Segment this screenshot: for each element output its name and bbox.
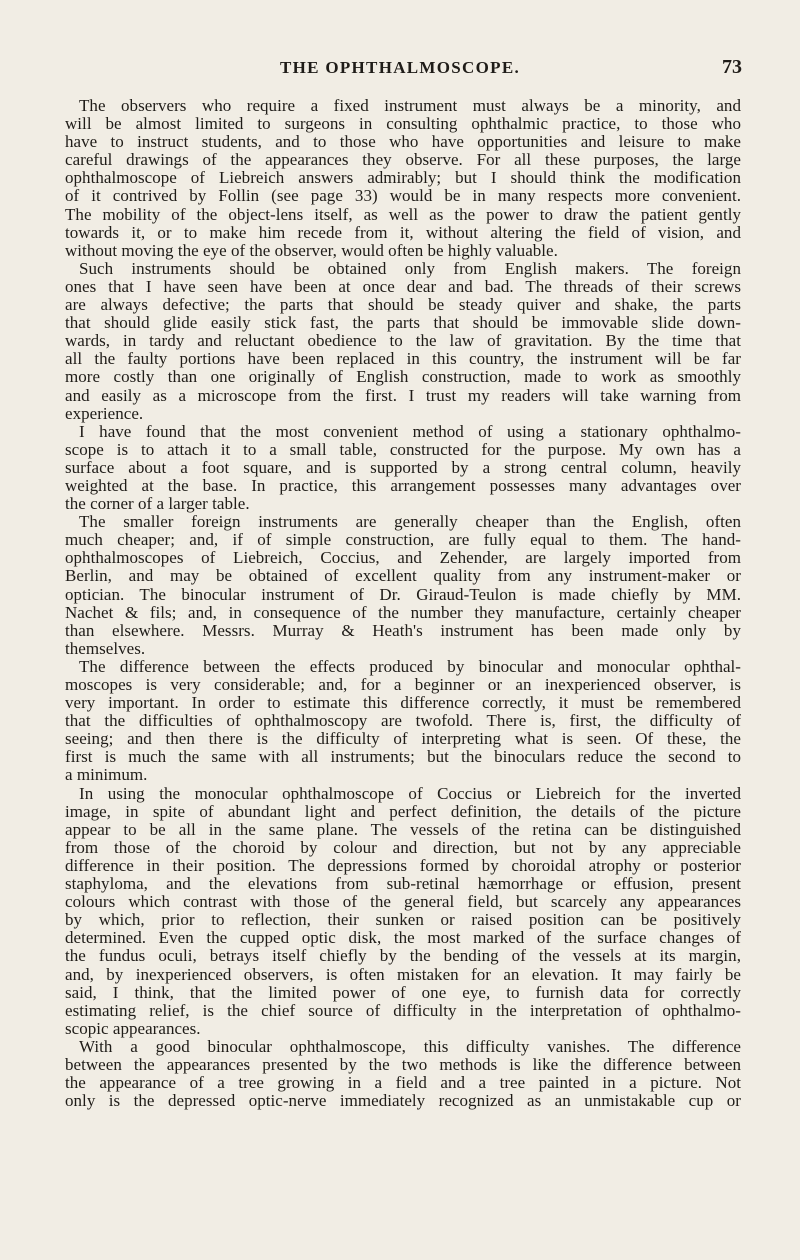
text-line: The smaller foreign instruments are generally cheaper than the English, often <box>79 513 741 532</box>
text-line: wards, in tardy and reluctant obedience to the law of gravitation. By the time that <box>65 332 741 351</box>
text-line: the appearance of a tree growing in a field and a tree painted in a picture. Not <box>65 1074 741 1093</box>
text-line: estimating relief, is the chief source of difficulty in the interpretation of ophthalmo- <box>65 1001 741 1020</box>
text-line: ones that I have seen have been at once dear and bad. The threads of their screws <box>65 277 741 296</box>
text-line: more costly than one originally of English construction, made to work as smoothly <box>65 368 741 387</box>
text-line: and easily as a microscope from the first. I trust my readers will take warning from <box>65 386 741 405</box>
text-line: without moving the eye of the observer, would often be highly valuable. <box>65 241 558 260</box>
text-line: than elsewhere. Messrs. Murray & Heath's instrument has been made only by <box>65 621 741 640</box>
text-line: surface about a foot square, and is supported by a strong central column, heavily <box>65 458 741 477</box>
text-line: colours which contrast with those of the general field, but scarcely any appearances <box>65 893 741 912</box>
text-line: that the difficulties of ophthalmoscopy are twofold. There is, first, the difficulty of <box>65 712 741 731</box>
text-line: staphyloma, and the elevations from sub-retinal hæmorrhage or effusion, present <box>65 875 741 894</box>
page-title: THE OPHTHALMOSCOPE. <box>279 58 521 77</box>
text-line: optician. The binocular instrument of Dr. Giraud-Teulon is made chiefly by MM. <box>65 585 741 604</box>
text-line: the corner of a larger table. <box>65 495 250 514</box>
text-line: a minimum. <box>65 766 148 785</box>
text-line: towards it, or to make him recede from it, without altering the field of vision, and <box>65 223 741 242</box>
text-line: are always defective; the parts that should be steady quiver and shake, the parts <box>65 296 741 315</box>
text-line: said, I think, that the limited power of one eye, to furnish data for correctly <box>65 983 741 1002</box>
text-line: appear to be all in the same plane. The vessels of the retina can be distinguished <box>65 820 741 839</box>
text-line: Nachet & fils; and, in consequence of the number they manufacture, certainly cheaper <box>65 603 741 622</box>
text-line: first is much the same with all instruments; but the binoculars reduce the second to <box>65 748 741 767</box>
text-line: only is the depressed optic-nerve immediately recognized as an unmistakable cup or <box>65 1092 741 1111</box>
text-line: scopic appearances. <box>65 1019 201 1038</box>
text-line: very important. In order to estimate this difference correctly, it must be remembered <box>65 694 741 713</box>
text-line: themselves. <box>65 639 146 658</box>
text-line: Such instruments should be obtained only from English makers. The foreign <box>79 259 741 278</box>
text-line: seeing; and then there is the difficulty of interpreting what is seen. Of these, the <box>65 730 741 749</box>
text-line: and, by inexperienced observers, is often mistaken for an elevation. It may fairly be <box>65 965 741 984</box>
text-line: all the faulty portions have been replaced in this country, the instrument will be far <box>65 350 741 369</box>
text-line: image, in spite of abundant light and perfect definition, the details of the picture <box>65 802 741 821</box>
body-text <box>65 97 741 1110</box>
text-line: The difference between the effects produced by binocular and monocular ophthal- <box>79 657 741 676</box>
text-line: between the appearances presented by the two methods is like the difference between <box>65 1055 741 1074</box>
text-line: will be almost limited to surgeons in consulting ophthalmic practice, to those who <box>65 115 741 134</box>
text-line: careful drawings of the appearances they observe. For all these purposes, the large <box>65 151 741 170</box>
text-line: by which, prior to reflection, their sunken or raised position can be positively <box>65 911 741 930</box>
text-line: moscopes is very considerable; and, for a beginner or an inexperienced observer, is <box>65 676 741 694</box>
text-line: much cheaper; and, if of simple construction, are fully equal to them. The hand- <box>65 531 741 550</box>
text-line: that should glide easily stick fast, the parts that should be immovable slide down- <box>65 314 741 333</box>
text-line: With a good binocular ophthalmoscope, this difficulty vanishes. The difference <box>79 1037 741 1056</box>
text-line: of it contrived by Follin (see page 33) would be in many respects more convenient. <box>65 187 741 206</box>
text-line: ophthalmoscope of Liebreich answers admirably; but I should think the modification <box>65 169 741 188</box>
text-line: have to instruct students, and to those who have opportunities and leisure to make <box>65 133 741 152</box>
text-line: the fundus oculi, betrays itself chiefly by the bending of the vessels at its margin, <box>65 947 741 966</box>
text-line: I have found that the most convenient method of using a stationary ophthalmo- <box>79 422 741 441</box>
running-head <box>0 58 800 86</box>
text-line: In using the monocular ophthalmoscope of Coccius or Liebreich for the inverted <box>79 784 741 803</box>
text-line: difference in their position. The depressions formed by choroidal atrophy or posterior <box>65 856 741 875</box>
text-line: from those of the choroid by colour and direction, but not by any appreciable <box>65 838 741 857</box>
page-number: 73 <box>722 56 742 78</box>
text-line: scope is to attach it to a small table, constructed for the purpose. My own has a <box>65 440 741 459</box>
text-line: weighted at the base. In practice, this arrangement possesses many advantages over <box>65 476 741 495</box>
text-line: Berlin, and may be obtained of excellent quality from any instrument-maker or <box>65 567 741 586</box>
text-line: ophthalmoscopes of Liebreich, Coccius, and Zehender, are largely imported from <box>65 549 741 568</box>
text-line: determined. Even the cupped optic disk, the most marked of the surface changes of <box>65 929 741 948</box>
text-line: experience. <box>65 404 144 423</box>
text-line: The mobility of the object-lens itself, as well as the power to draw the patient gently <box>65 205 741 224</box>
text-line: The observers who require a fixed instrument must always be a minority, and <box>79 97 741 115</box>
